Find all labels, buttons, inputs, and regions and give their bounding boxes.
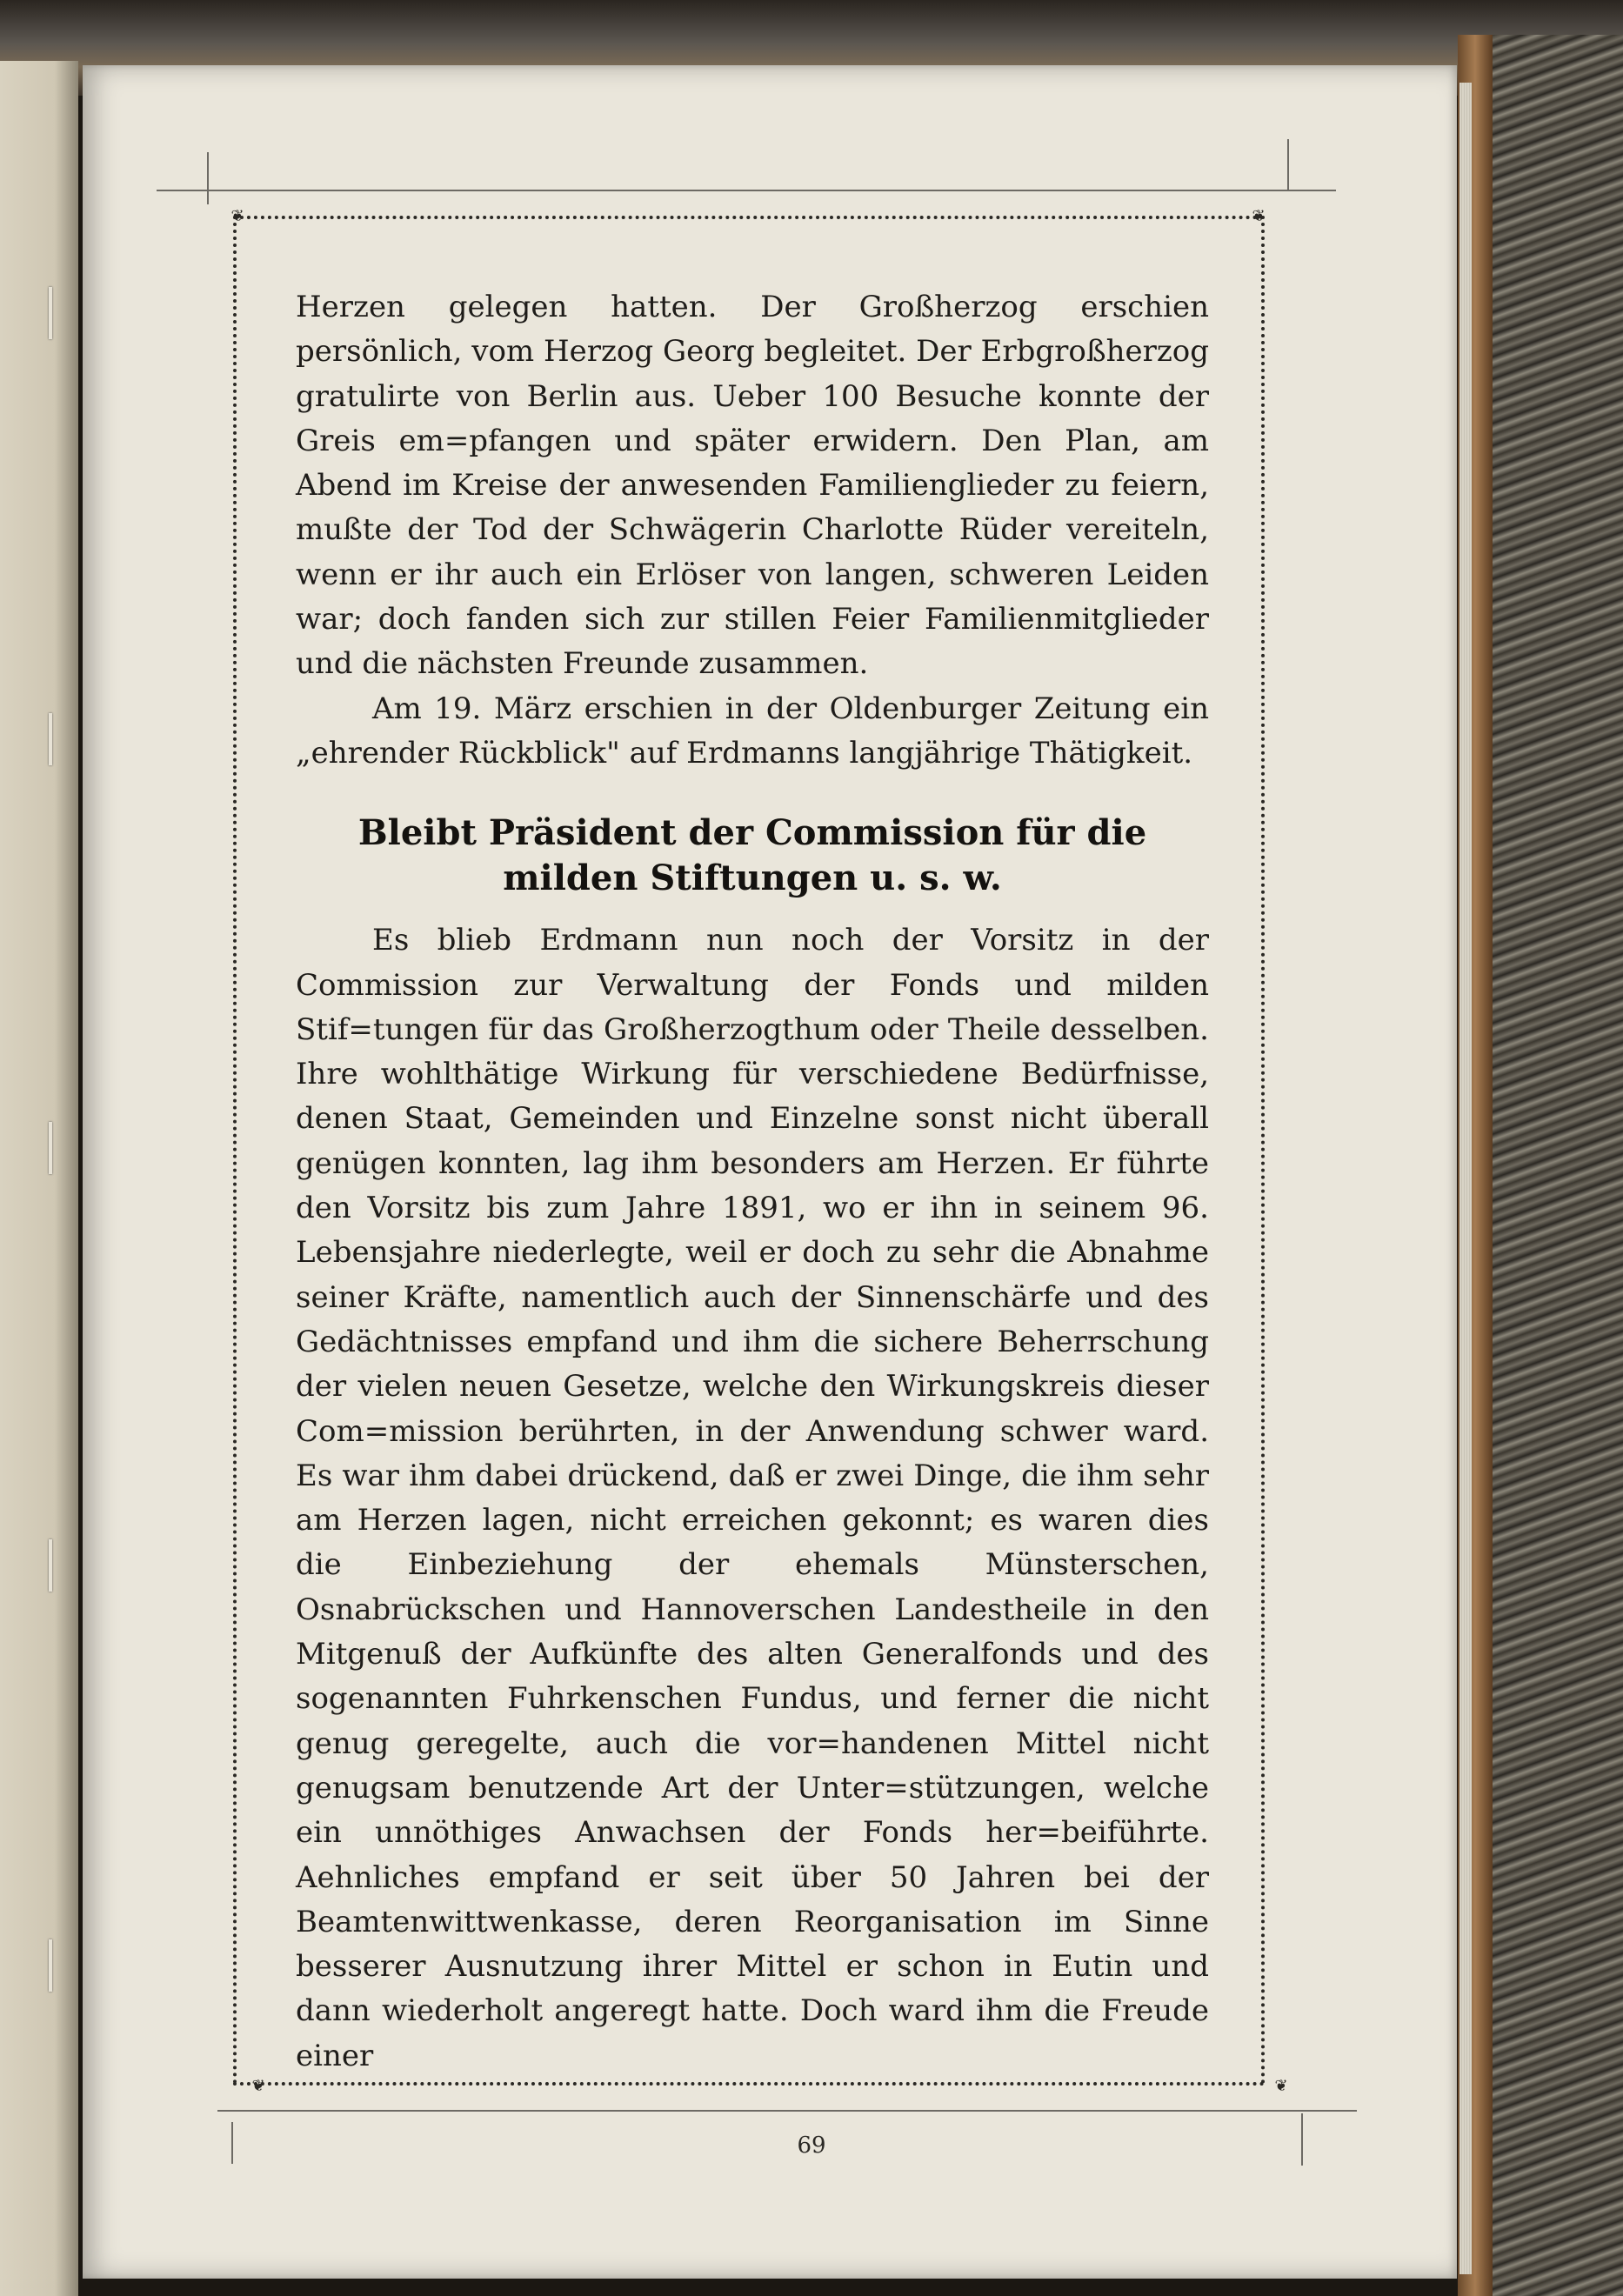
corner-ornament-icon: ❦ [1252, 207, 1266, 225]
corner-ornament-icon: ❦ [251, 2077, 265, 2095]
facing-page-edge [0, 61, 78, 2296]
binding-stitch [49, 1939, 52, 1992]
corner-ornament-icon: ❦ [230, 207, 244, 225]
binding-stitch [49, 713, 52, 765]
paragraph-commission: Es blieb Erdmann nun noch der Vorsitz in der Commission zur Verwaltung der Fonds und milden Stif=tungen für das Großherzogthum oder Theile desselben. Ihre wohlthätige Wirkung für verschiedene Bedürfnisse, denen Staat, Gemeinden und Einzelne sonst nicht überall genügen konnten, lag ihm besonders am Herzen. Er führte den Vorsitz bis zum Jahre 1891, wo er ihn in seinem 96. Lebensjahre niederlegte, weil er doch zu sehr die Abnahme seiner Kräfte, namentlich auch der Sinnenschärfe und des Gedächtnisses empfand und ihm die sichere Beherrschung der vielen neuen Gesetze, welche den Wirkungskreis dieser Com=mission berührten, in der Anwendung schwer ward. Es war ihm dabei drückend, daß er zwei Dinge, die ihm sehr am Herzen lagen, nicht erreichen gekonnt; es waren dies die Einbeziehung der ehemals Münsterschen, Osnabrückschen und Hannoverschen Landestheile in den Mitgenuß der Aufkünfte des alten Generalfonds und des sogenannten Fuhrkenschen Fundus, und ferner die nicht genug geregelte, auch die vor=handenen Mittel nicht genugsam benutzende Art der Unter=stützungen, welche ein unnöthiges Anwachsen der Fonds her=beiführte. Aehnliches empfand er seit über 50 Jahren bei der Beamtenwittwenkasse, deren Reorganisation im Sinne besserer Ausnutzung ihrer Mittel er schon in Eutin und dann wiederholt angeregt hatte. Doch ward ihm die Freude einer [296, 923, 1209, 2073]
top-rule [157, 190, 1336, 191]
binding-stitch [49, 1122, 52, 1174]
top-left-tick [207, 152, 209, 204]
page-number: 69 [797, 2132, 826, 2159]
bottom-rule [217, 2110, 1357, 2112]
top-right-tick [1287, 139, 1289, 191]
paragraph-continuation: Herzen gelegen hatten. Der Großherzog erschien persönlich, vom Herzog Georg begleitet. Der Erbgroßherzog gratulirte von Berlin aus. Ueber 100 Besuche konnte der Greis em=pfangen und später erwidern. Den Plan, am Abend im Kreise der anwesenden Familienglieder zu feiern, mußte der Tod der Schwägerin Charlotte Rüder vereiteln, wenn er ihr auch ein Erlöser von langen, schweren Leiden war; doch fanden sich zur stillen Feier Familienmitglieder und die nächsten Freunde zusammen. [296, 290, 1210, 682]
paragraph-zeitung: Am 19. März erschien in der Oldenburger Zeitung ein „ehrender Rückblick" auf Erdmanns langjährige Thätigkeit. [296, 691, 1209, 771]
binding-stitch [49, 1539, 52, 1592]
page-text [296, 285, 1209, 2079]
binding-stitch [49, 287, 52, 339]
page-stack-edge [1459, 83, 1472, 2274]
section-heading: Bleibt Präsident der Commission für die milden Stiftungen u. s. w. [357, 812, 1147, 899]
marbled-cover-edge [1493, 35, 1623, 2296]
corner-ornament-icon: ❦ [1274, 2077, 1288, 2095]
